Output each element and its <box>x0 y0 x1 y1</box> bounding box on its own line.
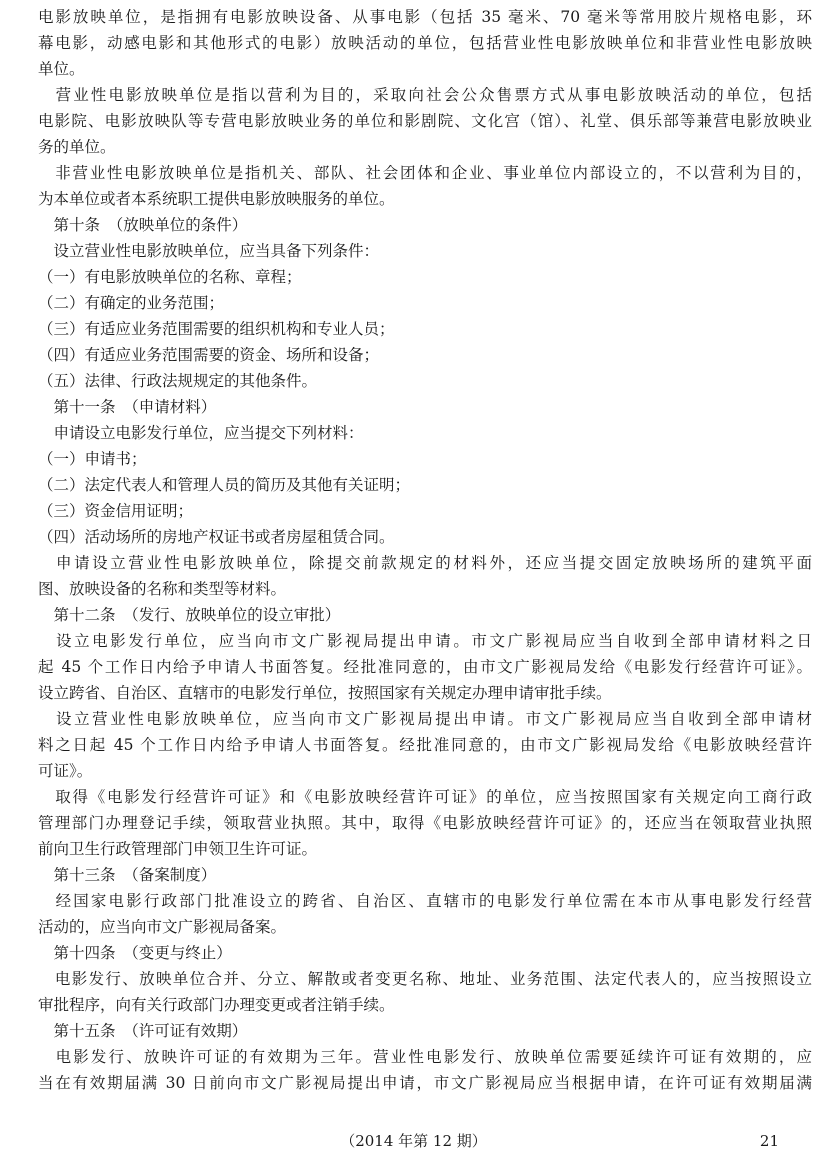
text-line: （三）有适应业务范围需要的组织机构和专业人员； <box>38 320 395 338</box>
text-line: 幕电影，动感电影和其他形式的电影）放映活动的单位，包括营业性电影放映单位和非营业性电影放映 <box>38 34 812 52</box>
page-footer <box>0 1130 827 1152</box>
text-line: 第十五条 （许可证有效期） <box>38 1022 248 1040</box>
text-line: 申请设立营业性电影放映单位，除提交前款规定的材料外，还应当提交固定放映场所的建筑平面 <box>38 554 812 572</box>
text-line: （二）有确定的业务范围； <box>38 294 225 312</box>
text-line: 第十三条 （备案制度） <box>38 866 217 884</box>
text-line: 审批程序，向有关行政部门办理变更或者注销手续。 <box>38 996 395 1014</box>
text-line: 前向卫生行政管理部门申领卫生许可证。 <box>38 840 318 858</box>
text-line: 电影院、电影放映队等专营电影放映业务的单位和影剧院、文化宫（馆）、礼堂、俱乐部等兼营电影放映业 <box>38 112 812 130</box>
text-line: （三）资金信用证明； <box>38 502 194 520</box>
text-line: 设立营业性电影放映单位，应当具备下列条件： <box>38 242 380 260</box>
text-line: 管理部门办理登记手续，领取营业执照。其中，取得《电影放映经营许可证》的，还应当在领取营业执照 <box>38 814 812 832</box>
text-line: 第十二条 （发行、放映单位的设立审批） <box>38 606 341 624</box>
document-body <box>38 4 812 1096</box>
text-line: 务的单位。 <box>38 138 116 156</box>
text-line: 营业性电影放映单位是指以营利为目的，采取向社会公众售票方式从事电影放映活动的单位，包括 <box>38 86 812 104</box>
text-line: 第十四条 （变更与终止） <box>38 944 232 962</box>
text-line: （一）申请书； <box>38 450 147 468</box>
text-line: 活动的，应当向市文广影视局备案。 <box>38 918 287 936</box>
text-line: 图、放映设备的名称和类型等材料。 <box>38 580 287 598</box>
text-line: 电影放映单位，是指拥有电影放映设备、从事电影（包括 35 毫米、70 毫米等常用胶片规格电影，环 <box>38 8 812 26</box>
text-line: 设立跨省、自治区、直辖市的电影发行单位，按照国家有关规定办理申请审批手续。 <box>38 684 612 702</box>
text-line: （一）有电影放映单位的名称、章程； <box>38 268 302 286</box>
text-line: 单位。 <box>38 60 85 78</box>
text-line: （四）有适应业务范围需要的资金、场所和设备； <box>38 346 380 364</box>
text-line: 第十一条 （申请材料） <box>38 398 217 416</box>
text-line: 可证》。 <box>38 762 93 780</box>
text-line: 电影发行、放映许可证的有效期为三年。营业性电影发行、放映单位需要延续许可证有效期的，应 <box>38 1048 812 1066</box>
issue-label: （2014 年第 12 期） <box>340 1132 487 1150</box>
text-line: 当在有效期届满 30 日前向市文广影视局提出申请，市文广影视局应当根据申请，在许可证有效期届满 <box>38 1074 812 1092</box>
page-number: 21 <box>759 1132 779 1150</box>
text-line: 设立电影发行单位，应当向市文广影视局提出申请。市文广影视局应当自收到全部申请材料之日 <box>38 632 812 650</box>
text-line: 起 45 个工作日内给予申请人书面答复。经批准同意的，由市文广影视局发给《电影发行经营许可证》。 <box>38 658 812 676</box>
text-line: （四）活动场所的房地产权证书或者房屋租赁合同。 <box>38 528 395 546</box>
text-line: 为本单位或者本系统职工提供电影放映服务的单位。 <box>38 190 395 208</box>
text-line: （五）法律、行政法规规定的其他条件。 <box>38 372 318 390</box>
text-line: 电影发行、放映单位合并、分立、解散或者变更名称、地址、业务范围、法定代表人的，应当按照设立 <box>38 970 812 988</box>
text-line: 设立营业性电影放映单位，应当向市文广影视局提出申请。市文广影视局应当自收到全部申请材 <box>38 710 812 728</box>
text-line: 申请设立电影发行单位，应当提交下列材料： <box>38 424 364 442</box>
text-line: 第十条 （放映单位的条件） <box>38 216 248 234</box>
text-line: （二）法定代表人和管理人员的简历及其他有关证明； <box>38 476 411 494</box>
text-line: 经国家电影行政部门批准设立的跨省、自治区、直辖市的电影发行单位需在本市从事电影发行经营 <box>38 892 812 910</box>
text-line: 料之日起 45 个工作日内给予申请人书面答复。经批准同意的，由市文广影视局发给《电影放映经营许 <box>38 736 812 754</box>
text-line: 取得《电影发行经营许可证》和《电影放映经营许可证》的单位，应当按照国家有关规定向工商行政 <box>38 788 812 806</box>
text-line: 非营业性电影放映单位是指机关、部队、社会团体和企业、事业单位内部设立的，不以营利为目的， <box>38 164 812 182</box>
